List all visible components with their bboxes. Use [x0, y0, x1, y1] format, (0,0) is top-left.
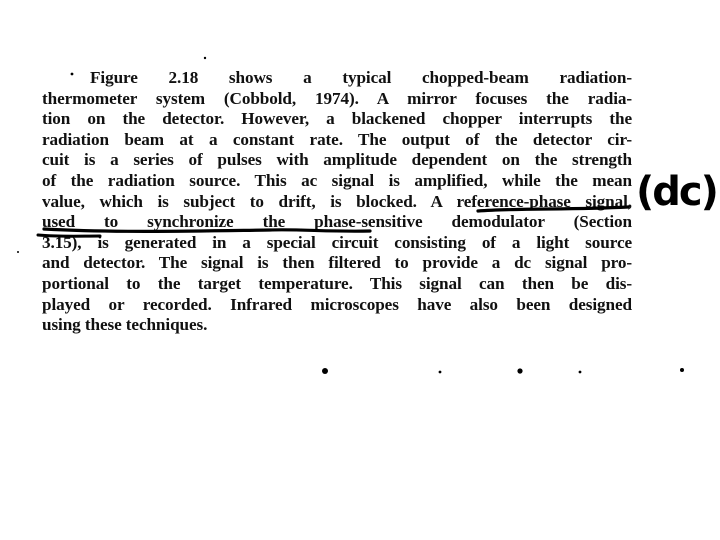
scan-speck	[322, 368, 328, 374]
text-line: used to synchronize the phase-sensitive demodulator (Section	[42, 212, 632, 232]
scan-speck	[439, 371, 442, 374]
text-line: played or recorded. Infrared microscopes have also been designed	[42, 294, 632, 314]
text-line: using these techniques.	[42, 315, 208, 335]
text-line: of the radiation source. This ac signal is amplified, while the mean	[42, 170, 632, 190]
scan-speck	[17, 251, 19, 253]
text-line: thermometer system (Cobbold, 1974). A mirror focuses the radia-	[42, 88, 632, 108]
scan-speck	[680, 368, 684, 372]
scan-speck	[204, 57, 206, 59]
text-line: tion on the detector. However, a blackened chopper interrupts the	[42, 109, 632, 129]
text-line: value, which is subject to drift, is blocked. A reference-phase signal,	[42, 191, 632, 211]
text-line: radiation beam at a constant rate. The output of the detector cir-	[42, 129, 632, 149]
scan-speck	[517, 368, 522, 373]
text-line: portional to the target temperature. This signal can then be dis-	[42, 273, 632, 293]
text-line: Figure 2.18 shows a typical chopped-beam radiation-	[90, 68, 632, 87]
text-line: and detector. The signal is then filtered to provide a dc signal pro-	[42, 253, 632, 273]
text-line: cuit is a series of pulses with amplitude dependent on the strength	[42, 150, 632, 170]
text-line: 3.15), is generated in a special circuit consisting of a light source	[42, 232, 632, 252]
scan-speck	[579, 371, 582, 374]
body-paragraph	[42, 68, 632, 336]
handwritten-annotation: (dc)	[636, 169, 717, 215]
